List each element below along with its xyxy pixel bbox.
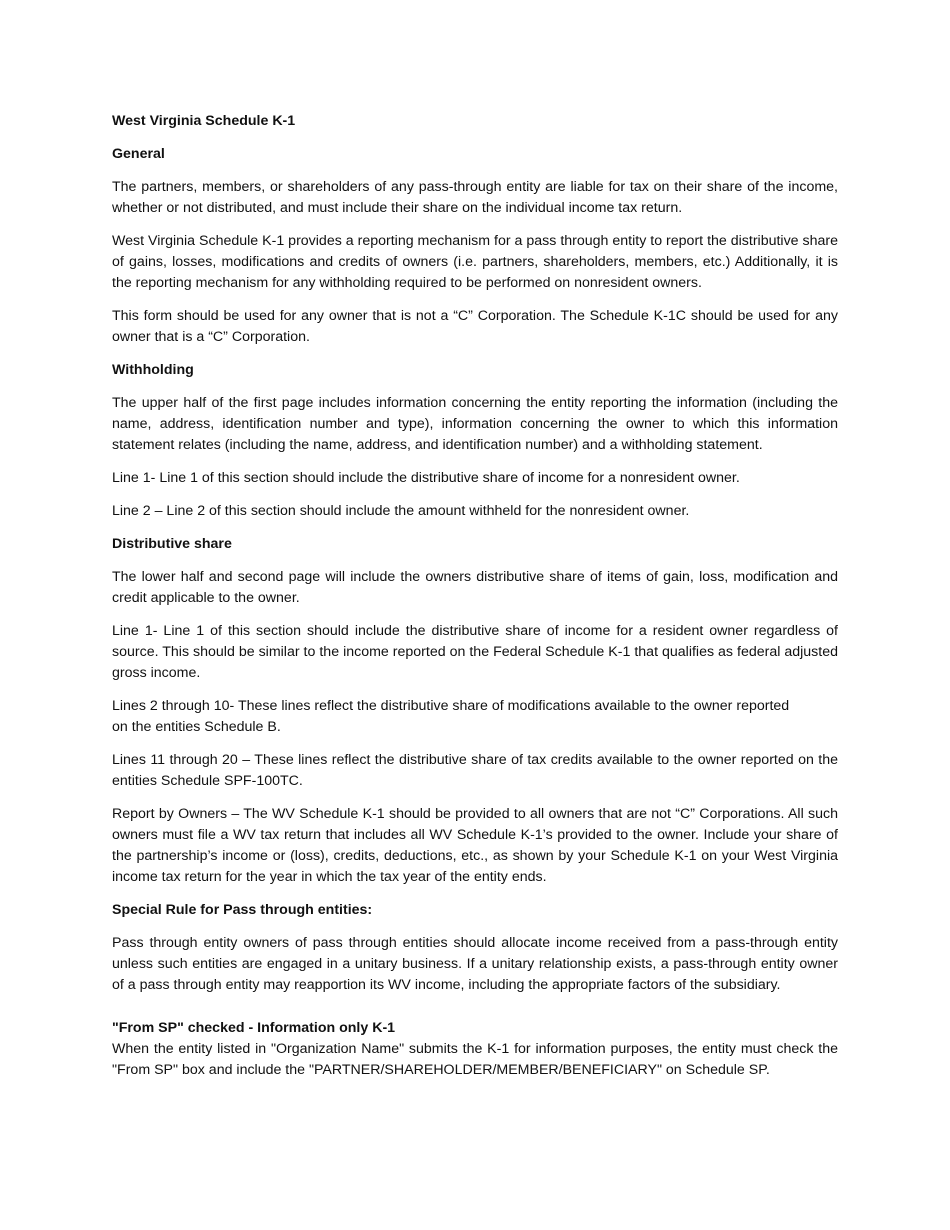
general-paragraph-3: This form should be used for any owner that is not a “C” Corporation. The Schedule K-1C should be used for any owner that is a “C” Corporation. [112, 308, 838, 345]
from-sp-paragraph: When the entity listed in "Organization Name" submits the K-1 for information purposes, the entity must check the "From SP" box and include the "PARTNER/SHAREHOLDER/MEMBER/BENEFICIARY" on Schedule SP. [112, 1041, 838, 1078]
section-heading-general: General [112, 146, 165, 162]
withholding-paragraph-1: The upper half of the first page includes information concerning the entity reporting the information (including the name, address, identification number and type), information concerning the owner to which this information statement relates (including the name, address, and identification number) and a withholding statement. [112, 395, 838, 453]
document-title: West Virginia Schedule K-1 [112, 113, 296, 129]
section-heading-special-rule: Special Rule for Pass through entities: [112, 902, 373, 918]
special-rule-paragraph: Pass through entity owners of pass through entities should allocate income received from a pass-through entity unless such entities are engaged in a unitary business. If a unitary relationship exists, a pass-through entity owner of a pass through entity may reapportion its WV income, including the appropriate factors of the subsidiary. [112, 935, 838, 993]
section-heading-distributive-share: Distributive share [112, 536, 232, 552]
section-heading-withholding: Withholding [112, 362, 194, 378]
withholding-paragraph-2: Line 1- Line 1 of this section should include the distributive share of income for a nonresident owner. [112, 470, 740, 486]
section-spacer [112, 1008, 838, 1018]
distributive-paragraph-4: Lines 11 through 20 – These lines reflect the distributive share of tax credits available to the owner reported on the entities Schedule SPF-100TC. [112, 752, 838, 789]
withholding-paragraph-3: Line 2 – Line 2 of this section should include the amount withheld for the nonresident owner. [112, 503, 690, 519]
distributive-paragraph-1: The lower half and second page will include the owners distributive share of items of gain, loss, modification and credit applicable to the owner. [112, 569, 838, 606]
distributive-paragraph-5: Report by Owners – The WV Schedule K-1 should be provided to all owners that are not “C” Corporations. All such owners must file a WV tax return that includes all WV Schedule K-1’s provided to the owner. Include your share of the partnership’s income or (loss), credits, deductions, etc., as shown by your Schedule K-1 on your West Virginia income tax return for the year in which the tax year of the entity ends. [112, 806, 838, 885]
general-paragraph-2: West Virginia Schedule K-1 provides a reporting mechanism for a pass through entity to report the distributive share of gains, losses, modifications and credits of owners (i.e. partners, shareholders, members, etc.) Additionally, it is the reporting mechanism for any withholding required to be performed on nonresident owners. [112, 233, 838, 291]
general-paragraph-1: The partners, members, or shareholders of any pass-through entity are liable for tax on their share of the income, whether or not distributed, and must include their share on the individual income tax return. [112, 179, 838, 216]
section-heading-from-sp: "From SP" checked - Information only K-1 [112, 1020, 396, 1036]
distributive-paragraph-3: Lines 2 through 10- These lines reflect the distributive share of modifications available to the owner reported on the entities Schedule B. [112, 698, 790, 735]
distributive-paragraph-2: Line 1- Line 1 of this section should include the distributive share of income for a resident owner regardless of source. This should be similar to the income reported on the Federal Schedule K-1 that qualifies as federal adjusted gross income. [112, 623, 838, 681]
